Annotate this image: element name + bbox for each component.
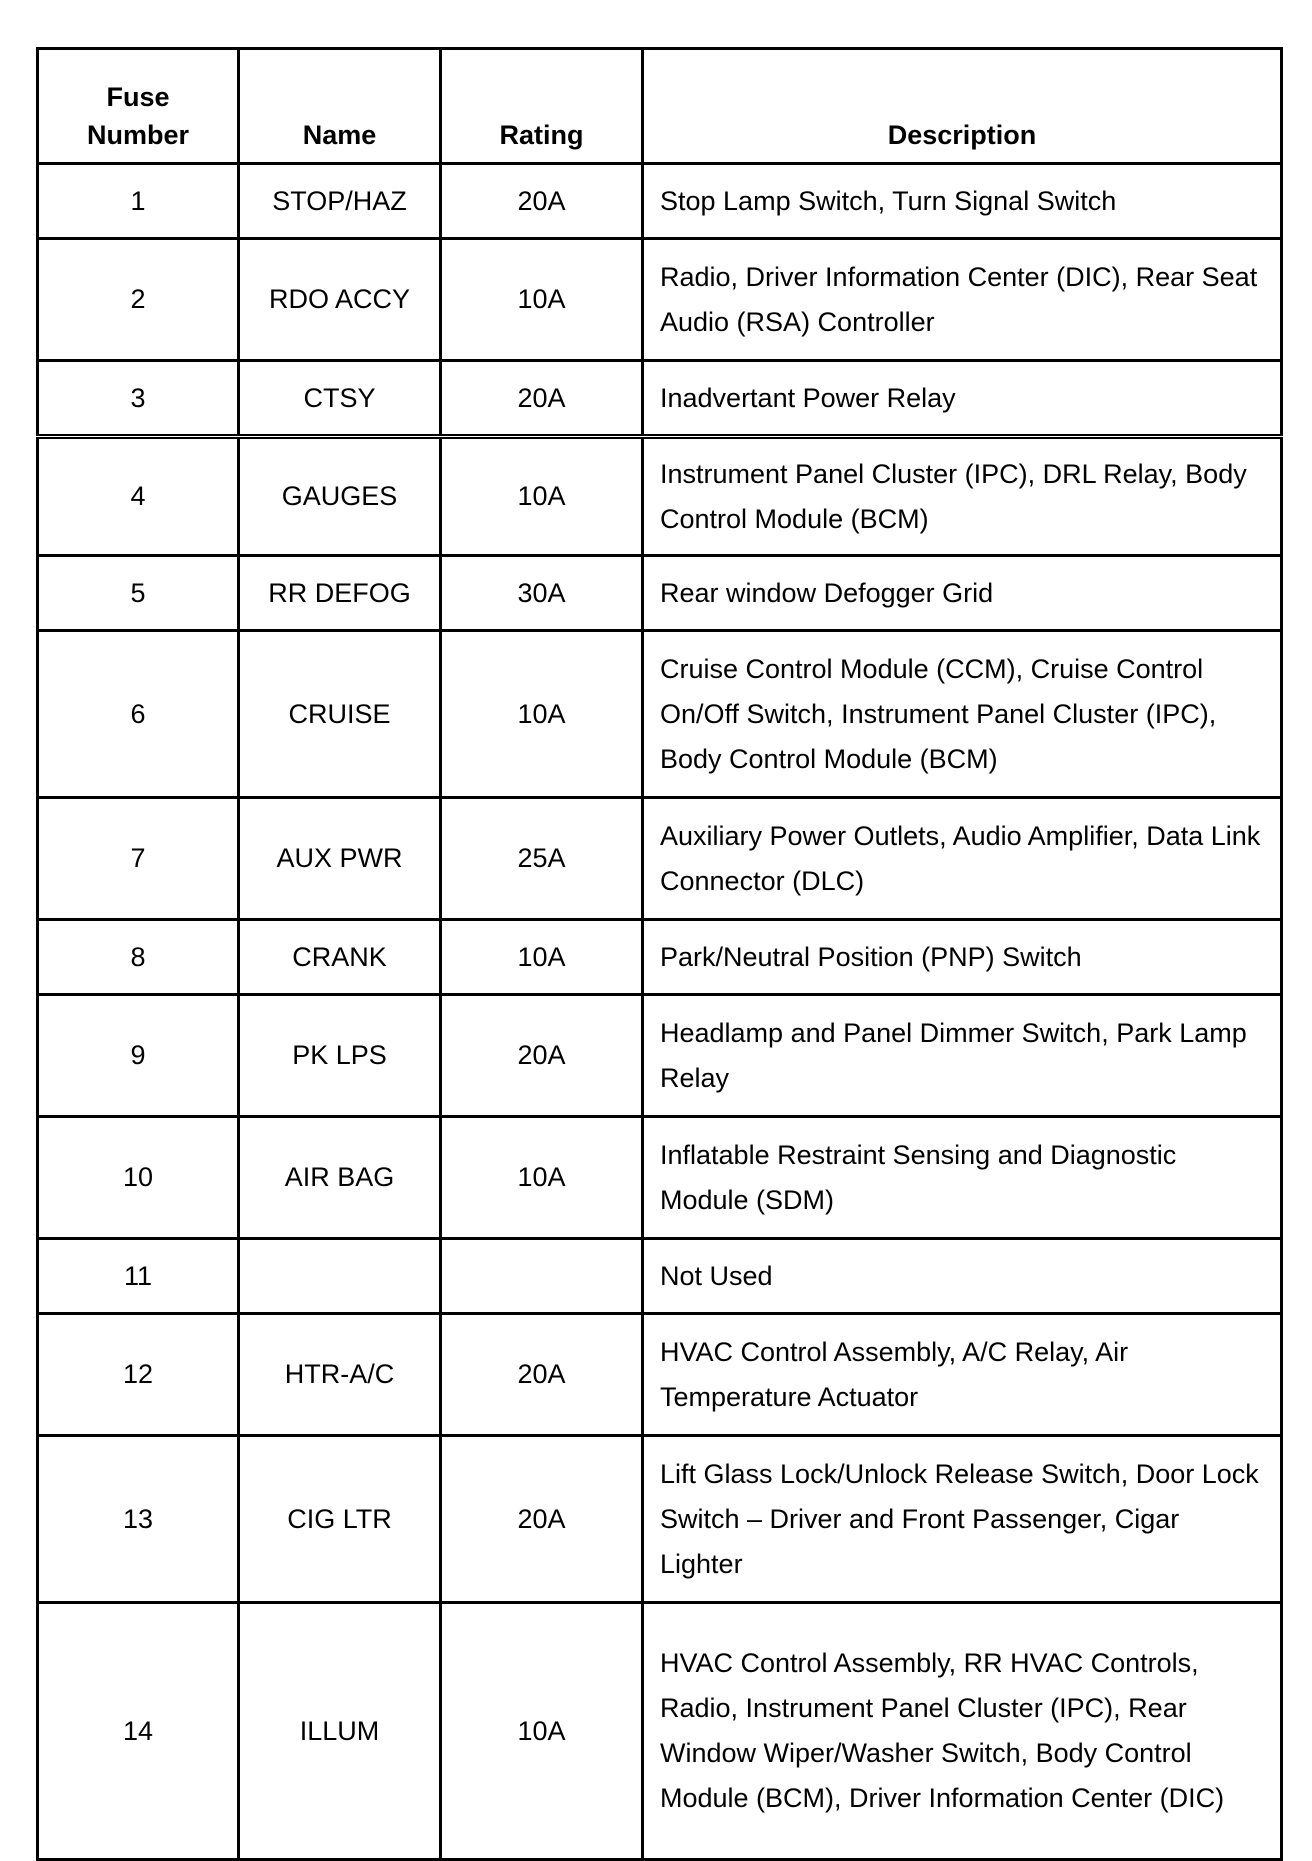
fuse-rating-cell: 20A [441,164,643,239]
header-fuse-number-line1: Fuse [106,82,170,112]
table-row [38,1314,1282,1436]
fuse-rating-cell: 10A [441,239,643,361]
header-fuse-number-line2: Number [86,120,189,150]
fuse-description-cell: Rear window Defogger Grid [643,556,1282,631]
fuse-description-cell: Not Used [643,1239,1282,1314]
fuse-description-cell: Stop Lamp Switch, Turn Signal Switch [643,164,1282,239]
fuse-description-cell: Park/Neutral Position (PNP) Switch [643,920,1282,995]
fuse-rating-cell: 20A [441,995,643,1117]
table-row [38,437,1282,556]
fuse-number-cell: 9 [38,995,239,1117]
fuse-number-cell: 11 [38,1239,239,1314]
table-row [38,920,1282,995]
header-fuse-number [38,49,239,164]
fuse-rating-cell: 10A [441,631,643,798]
fuse-name-cell: ILLUM [239,1603,441,1860]
fuse-rating-cell: 20A [441,1314,643,1436]
fuse-number-cell: 8 [38,920,239,995]
fuse-name-cell: RR DEFOG [239,556,441,631]
fuse-number-cell: 6 [38,631,239,798]
fuse-number-cell: 10 [38,1117,239,1239]
fuse-number-cell: 5 [38,556,239,631]
fuse-name-cell: AIR BAG [239,1117,441,1239]
fuse-table [36,47,1283,1861]
table-row [38,361,1282,437]
header-rating: Rating [441,49,643,164]
fuse-name-cell: PK LPS [239,995,441,1117]
fuse-number-cell: 1 [38,164,239,239]
fuse-name-cell: HTR-A/C [239,1314,441,1436]
fuse-name-cell: CTSY [239,361,441,437]
fuse-number-cell: 12 [38,1314,239,1436]
table-row [38,556,1282,631]
fuse-rating-cell: 20A [441,1436,643,1603]
fuse-description-cell: Instrument Panel Cluster (IPC), DRL Relay, Body Control Module (BCM) [643,437,1282,556]
fuse-name-cell: CRANK [239,920,441,995]
table-body [38,164,1282,1860]
fuse-description-cell: Lift Glass Lock/Unlock Release Switch, Door Lock Switch – Driver and Front Passenger, Cigar Lighter [643,1436,1282,1603]
header-row [38,49,1282,164]
table-header [38,49,1282,164]
table-row [38,1239,1282,1314]
fuse-name-cell: CRUISE [239,631,441,798]
table-row [38,164,1282,239]
fuse-rating-cell: 10A [441,1603,643,1860]
fuse-name-cell: STOP/HAZ [239,164,441,239]
fuse-name-cell: CIG LTR [239,1436,441,1603]
header-name: Name [239,49,441,164]
fuse-number-cell: 13 [38,1436,239,1603]
table-row [38,995,1282,1117]
table-row [38,798,1282,920]
fuse-description-cell: Cruise Control Module (CCM), Cruise Control On/Off Switch, Instrument Panel Cluster (IPC), Body Control Module (BCM) [643,631,1282,798]
fuse-number-cell: 7 [38,798,239,920]
fuse-description-cell: Radio, Driver Information Center (DIC), Rear Seat Audio (RSA) Controller [643,239,1282,361]
fuse-description-cell: Headlamp and Panel Dimmer Switch, Park Lamp Relay [643,995,1282,1117]
fuse-name-cell [239,1239,441,1314]
fuse-number-cell: 3 [38,361,239,437]
fuse-rating-cell: 25A [441,798,643,920]
fuse-description-cell: Inflatable Restraint Sensing and Diagnostic Module (SDM) [643,1117,1282,1239]
table-row [38,1117,1282,1239]
fuse-rating-cell: 10A [441,1117,643,1239]
fuse-rating-cell: 10A [441,920,643,995]
fuse-description-cell: HVAC Control Assembly, RR HVAC Controls, Radio, Instrument Panel Cluster (IPC), Rear Window Wiper/Washer Switch, Body Control Module (BCM), Driver Information Center (DIC) [643,1603,1282,1860]
fuse-rating-cell: 10A [441,437,643,556]
table-row [38,1436,1282,1603]
fuse-number-cell: 2 [38,239,239,361]
fuse-rating-cell: 20A [441,361,643,437]
table-row [38,1603,1282,1860]
fuse-name-cell: RDO ACCY [239,239,441,361]
fuse-rating-cell: 30A [441,556,643,631]
fuse-description-cell: Inadvertant Power Relay [643,361,1282,437]
fuse-rating-cell [441,1239,643,1314]
fuse-name-cell: GAUGES [239,437,441,556]
table-row [38,239,1282,361]
fuse-name-cell: AUX PWR [239,798,441,920]
fuse-description-cell: HVAC Control Assembly, A/C Relay, Air Temperature Actuator [643,1314,1282,1436]
fuse-number-cell: 4 [38,437,239,556]
header-description: Description [643,49,1282,164]
fuse-description-cell: Auxiliary Power Outlets, Audio Amplifier, Data Link Connector (DLC) [643,798,1282,920]
fuse-number-cell: 14 [38,1603,239,1860]
table-row [38,631,1282,798]
